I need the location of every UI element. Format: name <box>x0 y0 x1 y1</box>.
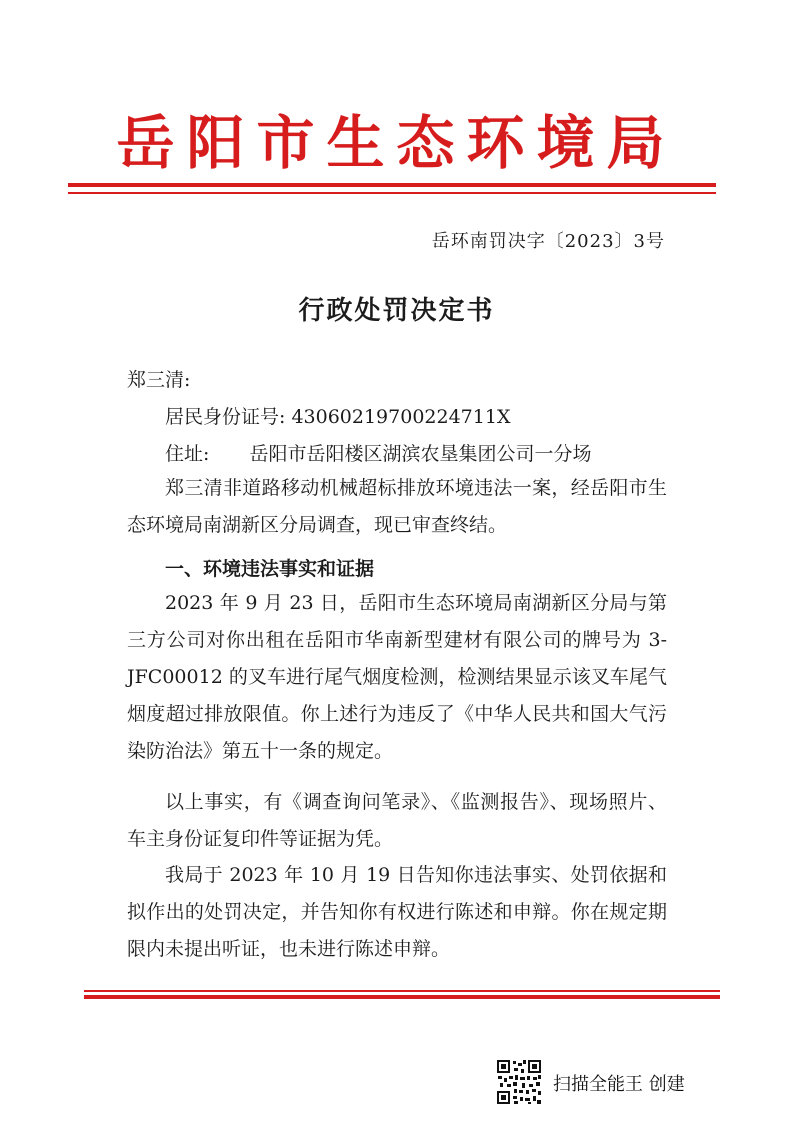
address-value: 岳阳市岳阳楼区湖滨农垦集团公司一分场 <box>249 443 592 465</box>
id-number-line: 居民身份证号: 43060219700224711X <box>165 406 511 428</box>
scanner-watermark-label: 扫描全能王 创建 <box>553 1074 685 1095</box>
notification-paragraph: 我局于 2023 年 10 月 19 日告知你违法事实、处罚依据和拟作出的处罚决定，并告知你有权进行陈述和申辩。你在规定期限内未提出听证，也未进行陈述申辩。 <box>127 864 667 960</box>
footer-rule-thin <box>84 990 720 992</box>
evidence-paragraph: 以上事实，有《调查询问笔录》、《监测报告》、现场照片、车主身份证复印件等证据为凭。 <box>127 791 667 850</box>
qr-code-icon <box>496 1059 542 1105</box>
facts-paragraph: 2023 年 9 月 23 日，岳阳市生态环境局南湖新区分局与第三方公司对你出租在岳阳市华南新型建材有限公司的牌号为 3-JFC00012 的叉车进行尾气烟度检测，检测结果显示该叉车尾气烟度超过排放限值。你上述行为违反了《中华人民共和国大气污染防治法》第五十一条的规定。 <box>127 592 667 762</box>
addressee: 郑三清: <box>127 369 191 391</box>
header-rule-thick <box>68 183 716 187</box>
address-label: 住址: <box>165 443 210 465</box>
footer-rule-thick <box>84 995 720 999</box>
document-number: 岳环南罚决字〔2023〕3号 <box>431 231 665 252</box>
section-1-title: 一、环境违法事实和证据 <box>165 558 375 580</box>
header-rule-thin <box>68 192 716 194</box>
address-line <box>165 439 592 466</box>
org-title: 岳阳市生态环境局 <box>116 109 677 177</box>
document-heading: 行政处罚决定书 <box>298 296 495 326</box>
intro-paragraph: 郑三清非道路移动机械超标排放环境违法一案，经岳阳市生态环境局南湖新区分局调查，现已审查终结。 <box>127 477 667 536</box>
